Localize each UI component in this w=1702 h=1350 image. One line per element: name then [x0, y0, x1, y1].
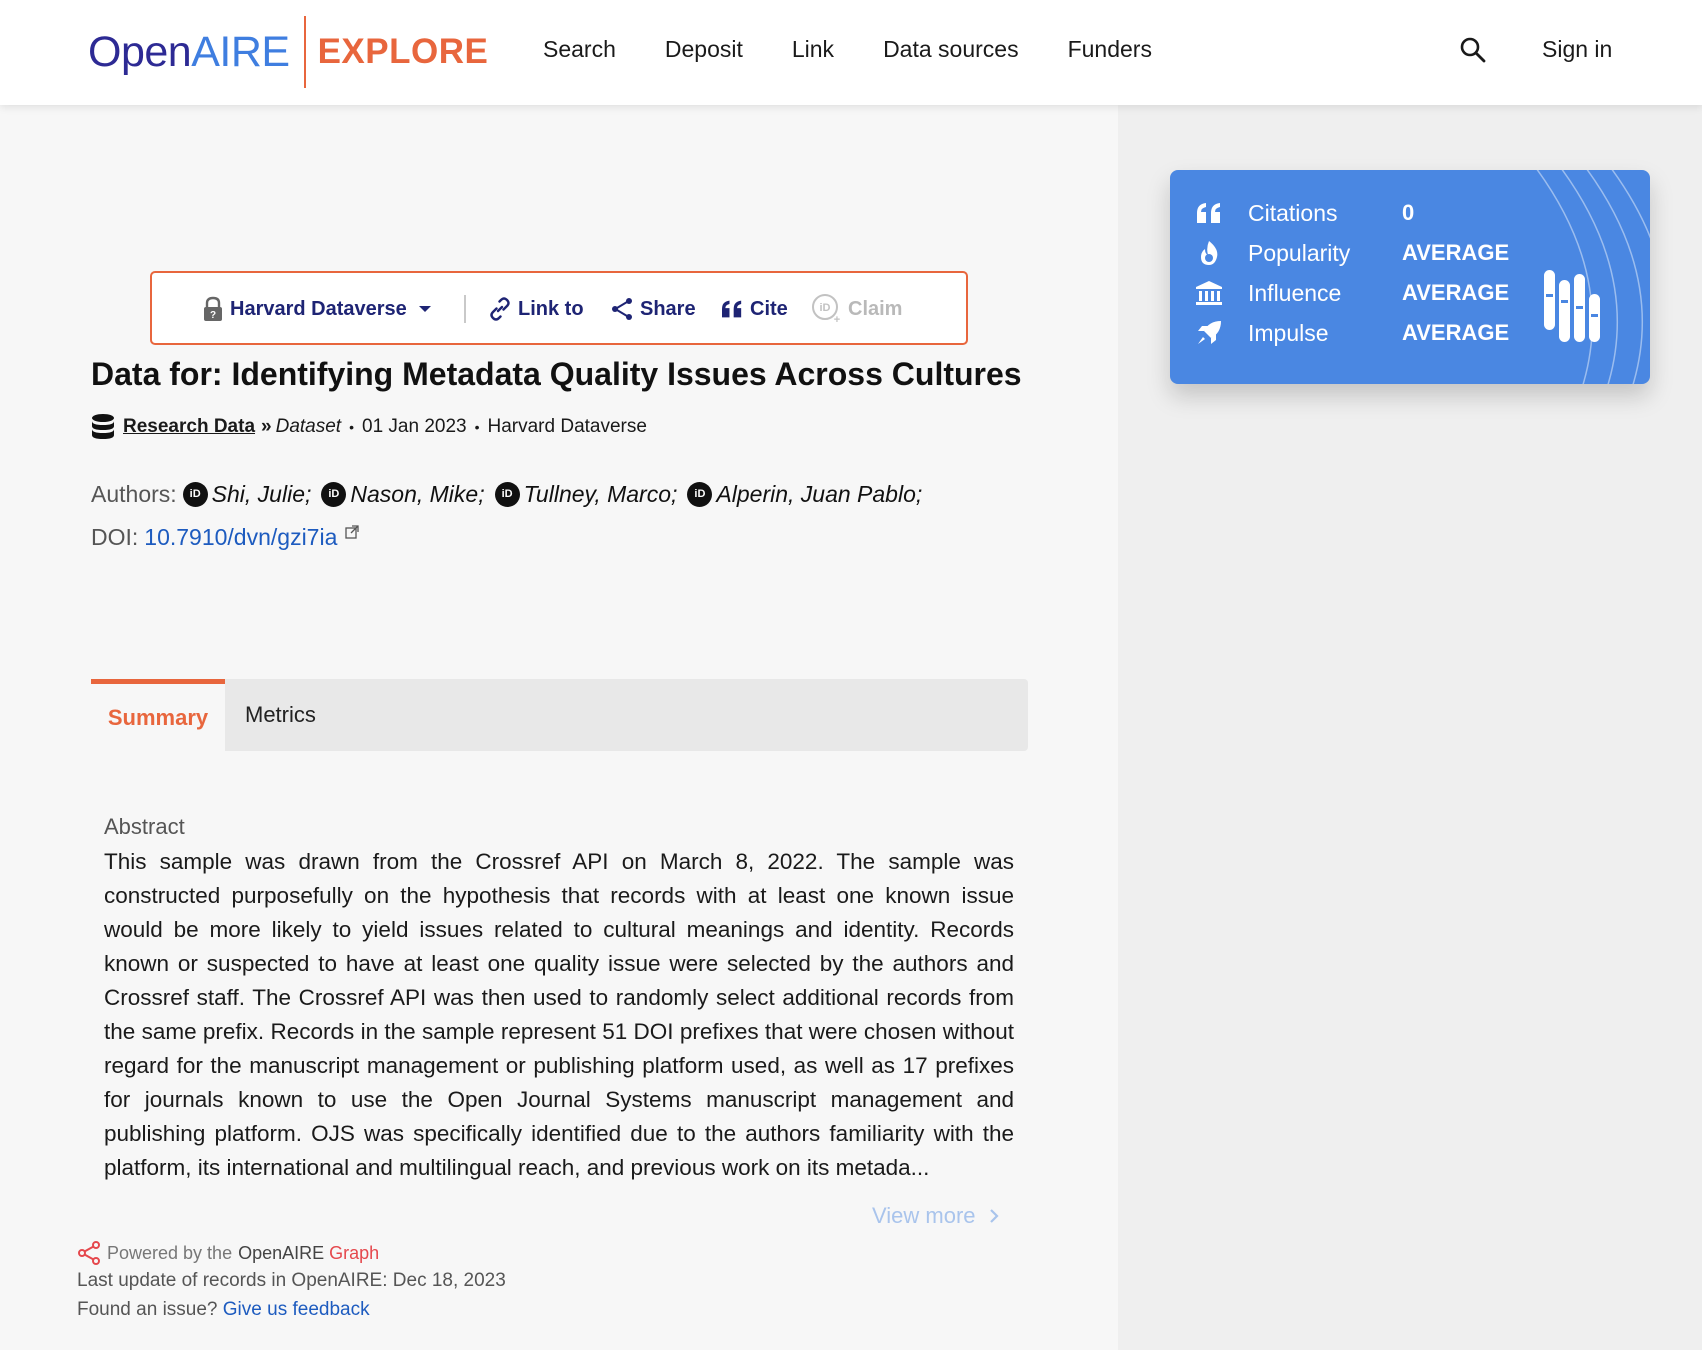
author-name: Shi, Julie;: [211, 480, 312, 507]
nav-funders[interactable]: Funders: [1067, 36, 1152, 62]
search-icon[interactable]: [1459, 36, 1489, 66]
author-item[interactable]: [687, 481, 922, 508]
lock-question-icon: [202, 296, 224, 322]
external-link-icon[interactable]: [345, 525, 359, 539]
record-meta: [91, 412, 647, 442]
record-type-link[interactable]: Research Data: [123, 416, 256, 437]
abstract-heading: Abstract: [104, 814, 185, 839]
record-date: 01 Jan 2023: [362, 416, 467, 437]
impulse-label: Impulse: [1248, 319, 1329, 346]
metric-impulse: [1194, 316, 1510, 350]
author-name: Nason, Mike;: [350, 480, 485, 507]
share-button[interactable]: [610, 295, 696, 323]
authors-label: Authors:: [91, 480, 177, 507]
record-title: Data for: Identifying Metadata Quality Issues Across Cultures: [91, 356, 1022, 392]
last-update-text: Last update of records in OpenAIRE: Dec 18, 2023: [77, 1270, 506, 1291]
svg-text:?: ?: [209, 310, 217, 321]
cite-label: Cite: [750, 297, 788, 320]
metric-citations: [1194, 196, 1415, 230]
citations-value: 0: [1402, 200, 1415, 225]
source-dropdown[interactable]: [202, 295, 439, 323]
record-action-bar: [150, 271, 968, 345]
orcid-icon: iD: [321, 482, 346, 507]
separator-dot: •: [349, 419, 354, 435]
fire-icon: [1194, 238, 1224, 268]
influence-label: Influence: [1248, 279, 1342, 306]
link-to-button[interactable]: [488, 295, 584, 323]
logo-open-text: Open: [88, 27, 192, 76]
orcid-claim-icon: [812, 294, 842, 324]
link-icon: [488, 297, 512, 321]
metric-popularity: [1194, 236, 1510, 270]
svg-text:+: +: [833, 314, 841, 324]
author-item[interactable]: [495, 481, 678, 508]
record-publisher: Harvard Dataverse: [487, 416, 647, 437]
powered-prefix: Powered by the: [107, 1242, 233, 1263]
sign-in-link[interactable]: Sign in: [1542, 36, 1613, 62]
popularity-label: Popularity: [1248, 239, 1351, 266]
feedback-line: [77, 1299, 370, 1321]
quote-icon: [720, 299, 744, 319]
institution-icon: [1194, 278, 1224, 308]
logo-explore-text: EXPLORE: [317, 32, 489, 71]
rocket-icon: [1194, 318, 1224, 348]
claim-button[interactable]: [812, 295, 902, 323]
double-chevron-icon: »: [261, 416, 272, 437]
abstract-text: This sample was drawn from the Crossref API on March 8, 2022. The sample was constructed purposefully on the hypothesis that records with at least one known issue would be more likely to yield issues related to cultural meanings and identity. Records known or suspected to have at least one quality issue were selected by the authors and Crossref staff. The Crossref API was then used to randomly select additional records from the same prefix. Records in the sample represent 51 DOI prefixes that were chosen without regard for the manuscript management or publishing platform used, as well as 17 prefixes for journals known to use the Open Journal Systems manuscript management and publishing platform. OJS was specifically identified due to the authors familiarity with the platform, its international and multilingual reach, and previous work on its metada...: [104, 849, 1014, 1180]
feedback-link[interactable]: Give us feedback: [222, 1299, 370, 1320]
database-icon: [91, 413, 115, 441]
claim-label: Claim: [848, 297, 903, 320]
feedback-prefix: Found an issue?: [77, 1299, 218, 1320]
powered-graph[interactable]: Graph: [329, 1242, 380, 1263]
main-nav: [543, 36, 1201, 63]
doi-link[interactable]: 10.7910/dvn/gzi7ia: [144, 524, 338, 550]
view-more-label: View more: [872, 1203, 976, 1228]
nav-search[interactable]: Search: [543, 36, 616, 62]
author-item[interactable]: [183, 481, 312, 508]
svg-text:iD: iD: [819, 302, 831, 314]
top-header: [0, 0, 1702, 105]
share-label: Share: [640, 297, 696, 320]
citations-label: Citations: [1248, 199, 1338, 226]
bip-metrics-card[interactable]: [1170, 170, 1650, 384]
powered-brand[interactable]: OpenAIRE: [238, 1242, 325, 1263]
tab-metrics[interactable]: Metrics: [245, 702, 316, 727]
author-name: Tullney, Marco;: [523, 480, 678, 507]
popularity-value: AVERAGE: [1402, 240, 1510, 265]
metric-influence: [1194, 276, 1510, 310]
tab-summary[interactable]: Summary: [91, 679, 225, 751]
record-subtype: Dataset: [275, 416, 342, 437]
action-divider: [464, 295, 466, 323]
graph-share-icon: [77, 1241, 101, 1265]
quote-icon: [1194, 198, 1224, 228]
authors-line: [91, 478, 932, 510]
nav-deposit[interactable]: Deposit: [664, 36, 743, 62]
logo-divider: [304, 16, 306, 88]
view-more-button[interactable]: [872, 1203, 1000, 1229]
bip-logo-icon: [1542, 270, 1612, 344]
source-name: Harvard Dataverse: [230, 297, 407, 320]
nav-data-sources[interactable]: Data sources: [883, 36, 1019, 62]
powered-by: [77, 1241, 379, 1265]
record-tabs: [91, 679, 1028, 751]
chevron-right-icon: [988, 1208, 1000, 1224]
cite-button[interactable]: [720, 295, 788, 323]
separator-dot: •: [474, 419, 480, 435]
nav-link[interactable]: Link: [791, 36, 835, 62]
caret-down-icon: [417, 304, 433, 314]
author-item[interactable]: [321, 481, 484, 508]
orcid-icon: iD: [495, 482, 520, 507]
orcid-icon: iD: [687, 482, 712, 507]
doi-line: [91, 524, 359, 551]
influence-value: AVERAGE: [1402, 280, 1510, 305]
logo-aire-text: AIRE: [191, 27, 290, 76]
author-name: Alperin, Juan Pablo;: [716, 480, 923, 507]
impulse-value: AVERAGE: [1402, 320, 1510, 345]
share-icon: [610, 297, 634, 321]
openaire-explore-logo[interactable]: [88, 16, 488, 88]
link-to-label: Link to: [518, 297, 584, 320]
orcid-icon: iD: [183, 482, 208, 507]
doi-label: DOI:: [91, 524, 139, 550]
